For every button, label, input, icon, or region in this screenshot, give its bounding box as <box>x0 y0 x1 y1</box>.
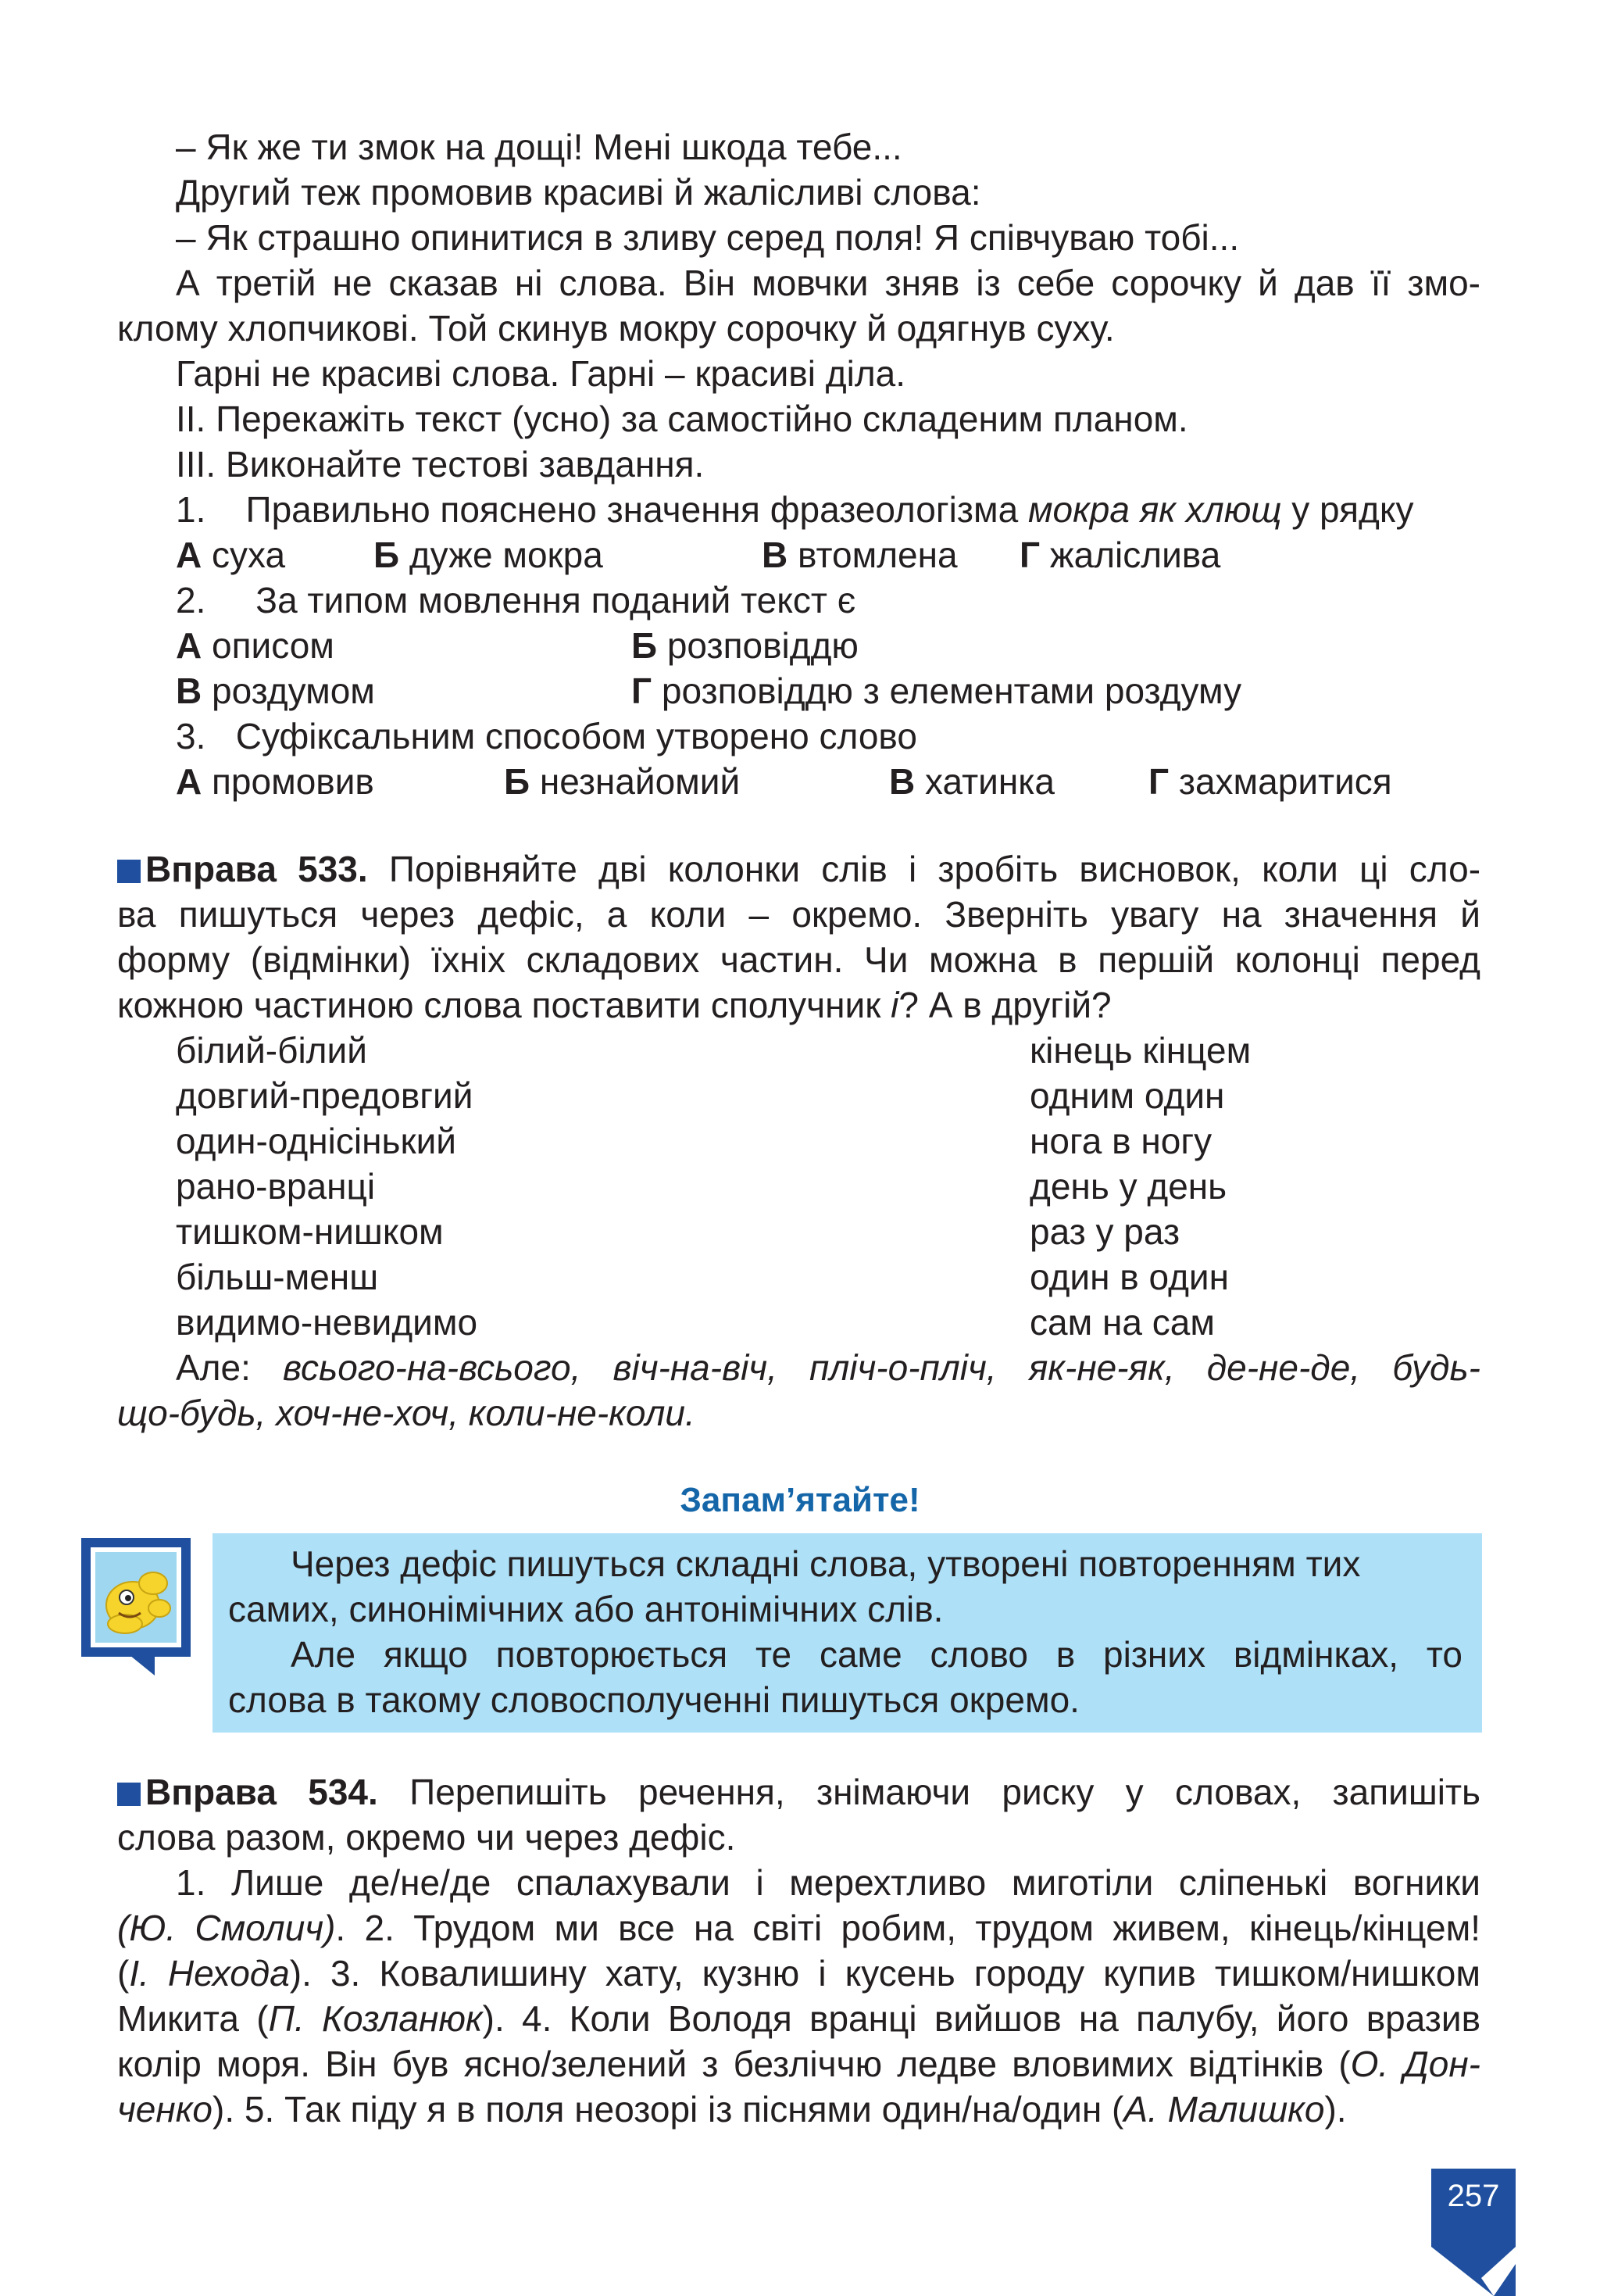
test-option: Г захмаритися <box>1148 761 1392 802</box>
rule-box <box>212 1533 1482 1733</box>
test-option: А суха <box>176 535 286 575</box>
exercise-marker-icon <box>117 1783 141 1806</box>
remember-heading: Запам’ятайте! <box>680 1481 920 1519</box>
test-question: 1. Правильно пояснено значення фразеологізма мокра як хлющ у рядку <box>176 489 1414 530</box>
rule-text: Через дефіс пишуться складні слова, утворені повторенням тих <box>291 1543 1361 1584</box>
test-question: 2. За типом мовлення поданий текст є <box>176 580 856 620</box>
exercise-534-text: (Ю. Смолич). 2. Трудом ми все на світі робим, трудом живем, кінець/кінцем! <box>117 1908 1480 1948</box>
test-option: Б дуже мокра <box>373 535 603 575</box>
exercise-title: Вправа 534. <box>145 1772 378 1812</box>
test-option: Б розповіддю <box>631 625 859 666</box>
exercise-533-text: ва пишуться через дефіс, а коли – окремо. Зверніть увагу на значення й <box>117 894 1480 935</box>
test-option: А описом <box>176 625 334 666</box>
mascot-icon <box>81 1538 191 1676</box>
story-line: – Як же ти змок на дощі! Мені шкода тебе... <box>176 127 902 167</box>
exercise-533-text: кожною частиною слова поставити сполучник і? А в другій? <box>117 985 1112 1025</box>
test-option: Г розповіддю з елементами роздуму <box>631 671 1242 711</box>
exercise-534-text: колір моря. Він був ясно/зелений з безліччю ледве вловимих відтінків (О. Дон- <box>117 2044 1481 2084</box>
story-line: клому хлопчикові. Той скинув мокру сорочку й одягнув суху. <box>117 308 1115 349</box>
exercise-marker-icon <box>117 860 141 883</box>
test-option: Б незнайомий <box>504 761 741 802</box>
exceptions-line: Але: всього-на-всього, віч-на-віч, пліч-о-пліч, як-не-як, де-не-де, будь- <box>176 1347 1480 1388</box>
word-item: більш-менш <box>176 1257 379 1297</box>
word-item: сам на сам <box>1030 1302 1215 1343</box>
task-instruction: ІІІ. Виконайте тестові завдання. <box>176 444 705 485</box>
exercise-title: Вправа 533. <box>145 849 368 889</box>
exercise-534-text: (І. Нехода). 3. Ковалишину хату, кузню і кусень городу купив тишком/нишком <box>117 1953 1480 1994</box>
story-line: Гарні не красиві слова. Гарні – красиві діла. <box>176 353 906 394</box>
rule-text: Але якщо повторюється те саме слово в різних відмінках, то <box>291 1634 1462 1675</box>
page-number: 257 <box>1447 2179 1500 2213</box>
exercise-534-text: слова разом, окремо чи через дефіс. <box>117 1817 736 1858</box>
exercise-533-text: форму (відмінки) їхніх складових частин. Чи можна в першій колонці перед <box>117 939 1480 980</box>
exercise-534-text: Микита (П. Козланюк). 4. Коли Володя вранці вийшов на палубу, його вразив <box>117 1998 1481 2039</box>
word-item: раз у раз <box>1030 1211 1180 1252</box>
story-line: – Як страшно опинитися в зливу серед поля! Я співчуваю тобі... <box>176 217 1240 258</box>
word-item: тишком-нишком <box>176 1211 444 1252</box>
word-item: довгий-предовгий <box>176 1075 473 1116</box>
word-item: кінець кінцем <box>1030 1030 1252 1071</box>
exercise-534-text: ченко). 5. Так піду я в поля неозорі із піснями один/на/один (А. Малишко). <box>117 2089 1347 2130</box>
story-line: Другий теж промовив красиві й жалісливі слова: <box>176 172 981 213</box>
word-item: нога в ногу <box>1030 1121 1212 1161</box>
test-question: 3. Суфіксальним способом утворено слово <box>176 716 917 756</box>
test-option: Г жаліслива <box>1020 535 1221 575</box>
test-option: А промовив <box>176 761 374 802</box>
word-item: видимо-невидимо <box>176 1302 478 1343</box>
test-option: В втомлена <box>762 535 958 575</box>
test-option: В хатинка <box>889 761 1055 802</box>
word-item: рано-вранці <box>176 1166 376 1207</box>
word-item: один в один <box>1030 1257 1230 1297</box>
rule-text: слова в такому словосполученні пишуться окремо. <box>228 1679 1080 1720</box>
task-instruction: ІІ. Перекажіть текст (усно) за самостійно складеним планом. <box>176 399 1188 439</box>
word-item: білий-білий <box>176 1030 367 1071</box>
exercise-533-intro: Вправа 533. Порівняйте дві колонки слів і зробіть висновок, коли ці сло- <box>117 846 1480 892</box>
rule-text: самих, синонімічних або антонімічних слів. <box>228 1589 944 1629</box>
exercise-534-text: 1. Лише де/не/де спалахували і мерехтливо миготіли сліпенькі вогники <box>176 1862 1480 1903</box>
word-item: одним один <box>1030 1075 1225 1116</box>
test-option: В роздумом <box>176 671 375 711</box>
word-item: день у день <box>1030 1166 1227 1207</box>
word-item: один-однісінький <box>176 1121 456 1161</box>
exercise-534-intro: Вправа 534. Перепишіть речення, знімаючи риску у словах, запишіть <box>117 1769 1480 1815</box>
story-line: А третій не сказав ні слова. Він мовчки зняв із себе сорочку й дав її змо- <box>176 263 1480 303</box>
exceptions-line: що-будь, хоч-не-хоч, коли-не-коли. <box>117 1393 695 1433</box>
